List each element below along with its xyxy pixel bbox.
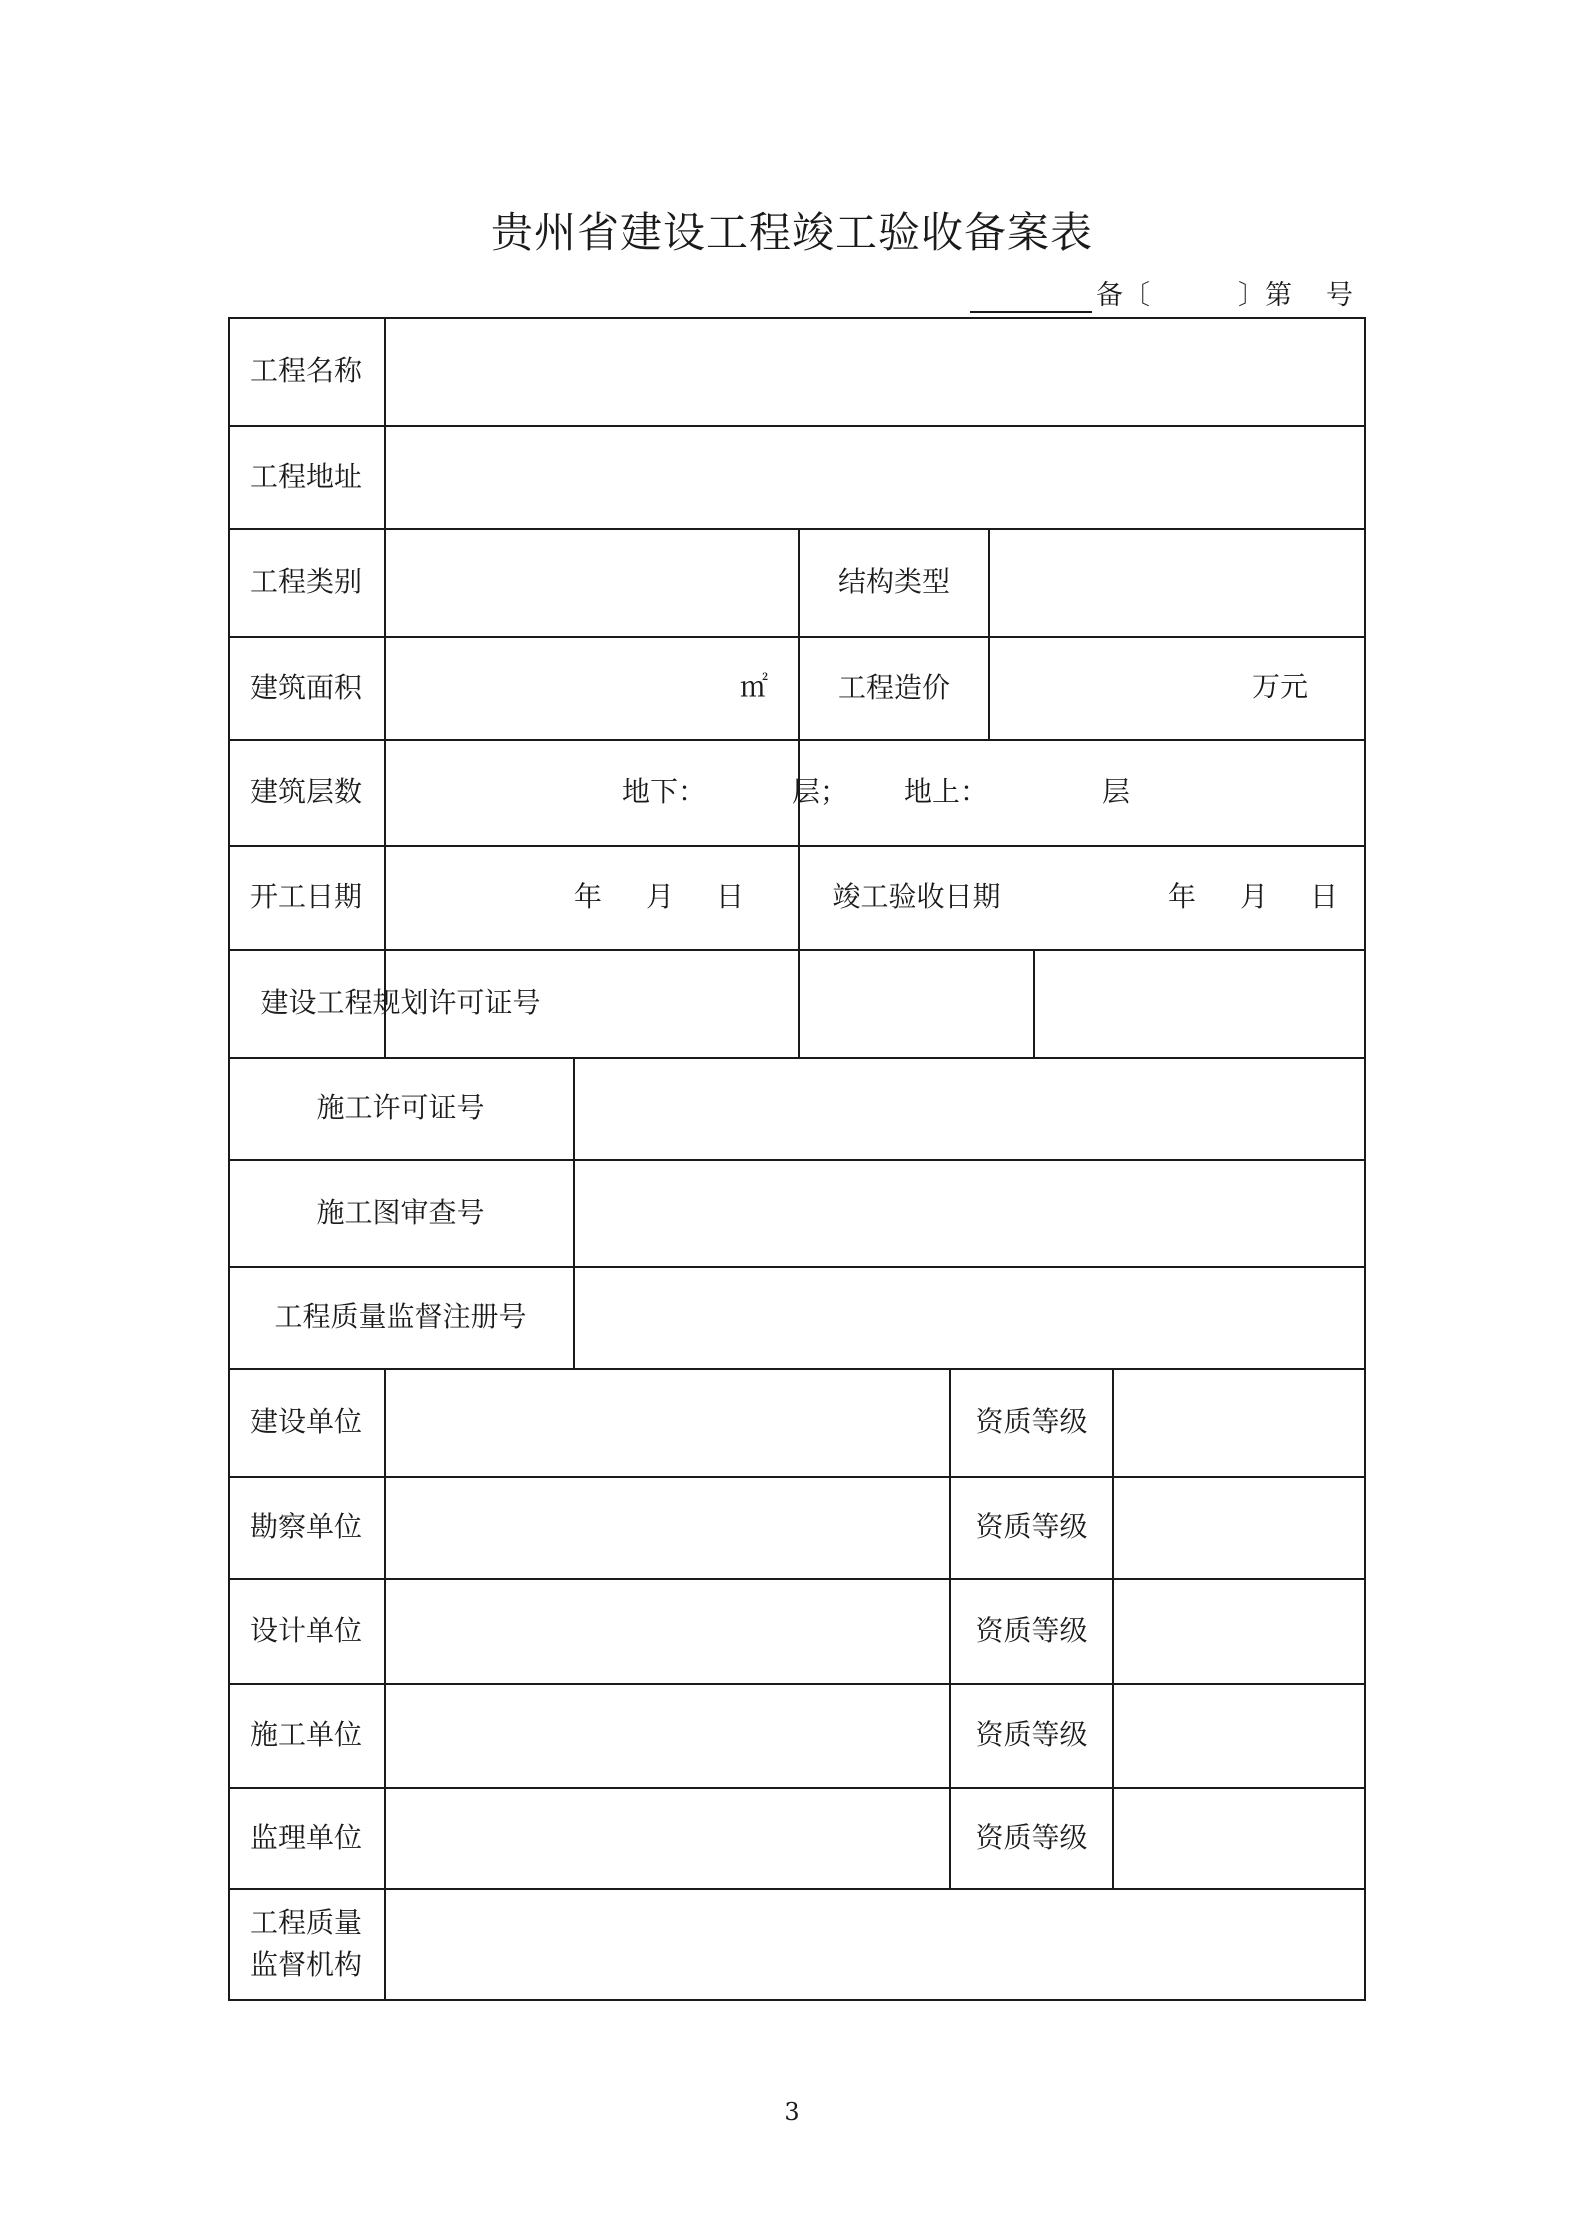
- structure-type-label: 结构类型: [837, 565, 950, 598]
- qualification-field[interactable]: [1114, 1685, 1364, 1787]
- quality-supervision-org-field[interactable]: [386, 1890, 1364, 1999]
- drawing-review-label: 施工图审查号: [316, 1195, 485, 1229]
- unit-name-field[interactable]: [386, 1478, 949, 1578]
- qualification-field[interactable]: [1114, 1789, 1364, 1888]
- floors-label: 建筑层数: [249, 775, 362, 808]
- unit-name-field[interactable]: [386, 1370, 949, 1476]
- project-name-field[interactable]: [386, 319, 1364, 425]
- record-di-text: 〕第: [1238, 280, 1292, 311]
- area-unit: ㎡: [740, 670, 769, 703]
- project-category-label: 工程类别: [249, 565, 362, 598]
- unit-label: 设计单位: [249, 1613, 362, 1647]
- record-number-line: [970, 279, 1353, 315]
- underground-label: 地下：: [622, 775, 707, 808]
- unit-label: 施工单位: [249, 1718, 362, 1751]
- project-cost-label: 工程造价: [837, 670, 950, 704]
- quality-supervision-org-label-cell: [228, 1888, 384, 1999]
- document-title: 贵州省建设工程竣工验收备案表: [490, 208, 1093, 257]
- qualification-label: 资质等级: [975, 1718, 1088, 1751]
- project-name-label: 工程名称: [249, 354, 362, 387]
- page-number: 3: [784, 2098, 800, 2126]
- rule: [228, 1999, 1366, 2001]
- start-month-unit: 月: [646, 880, 675, 913]
- unit-label: 建设单位: [249, 1405, 362, 1438]
- quality-supervision-org-label: 工程质量监督机构: [250, 1905, 363, 1981]
- construction-permit-field[interactable]: [575, 1059, 1364, 1159]
- completion-year-unit: 年: [1168, 880, 1197, 913]
- completion-date-label: 竣工验收日期: [832, 880, 1001, 913]
- unit-name-field[interactable]: [386, 1685, 949, 1787]
- start-day-unit: 日: [716, 880, 745, 913]
- record-prefix-blank[interactable]: [970, 311, 1092, 313]
- above-ground-label: 地上：: [904, 775, 989, 808]
- floor-area-field[interactable]: [386, 638, 798, 739]
- structure-type-field[interactable]: [990, 530, 1364, 636]
- record-hao-text: 号: [1326, 280, 1353, 311]
- start-date-label: 开工日期: [249, 880, 362, 913]
- record-bei-text: 备〔: [1096, 280, 1150, 311]
- unit-label: 勘察单位: [249, 1510, 362, 1543]
- qualification-field[interactable]: [1114, 1478, 1364, 1578]
- construction-permit-label: 施工许可证号: [316, 1091, 485, 1124]
- unit-label: 监理单位: [249, 1820, 362, 1854]
- project-address-label: 工程地址: [249, 459, 362, 493]
- rule: [1364, 317, 1366, 2001]
- qualification-label: 资质等级: [975, 1613, 1088, 1647]
- qualification-field[interactable]: [1114, 1370, 1364, 1476]
- planning-permit-label: 建设工程规划许可证号: [260, 986, 541, 1019]
- project-category-field[interactable]: [386, 530, 798, 636]
- quality-supervision-reg-label: 工程质量监督注册号: [274, 1300, 527, 1333]
- start-year-unit: 年: [574, 880, 603, 913]
- qualification-field[interactable]: [1114, 1580, 1364, 1683]
- floors-field[interactable]: [386, 741, 1364, 845]
- quality-supervision-reg-field[interactable]: [575, 1268, 1364, 1368]
- unit-name-field[interactable]: [386, 1789, 949, 1888]
- completion-month-unit: 月: [1240, 880, 1269, 913]
- qualification-label: 资质等级: [975, 1510, 1088, 1543]
- underground-floors-unit: 层；: [792, 775, 849, 808]
- cost-unit: 万元: [1252, 670, 1309, 703]
- above-ground-floors-unit: 层: [1102, 775, 1131, 808]
- filing-form-table: [228, 317, 1366, 2001]
- qualification-label: 资质等级: [975, 1405, 1088, 1438]
- floor-area-label: 建筑面积: [249, 670, 362, 704]
- planning-permit-field[interactable]: [575, 951, 1364, 1057]
- unit-name-field[interactable]: [386, 1580, 949, 1683]
- drawing-review-field[interactable]: [575, 1161, 1364, 1266]
- completion-day-unit: 日: [1310, 880, 1339, 913]
- project-address-field[interactable]: [386, 427, 1364, 528]
- qualification-label: 资质等级: [975, 1820, 1088, 1854]
